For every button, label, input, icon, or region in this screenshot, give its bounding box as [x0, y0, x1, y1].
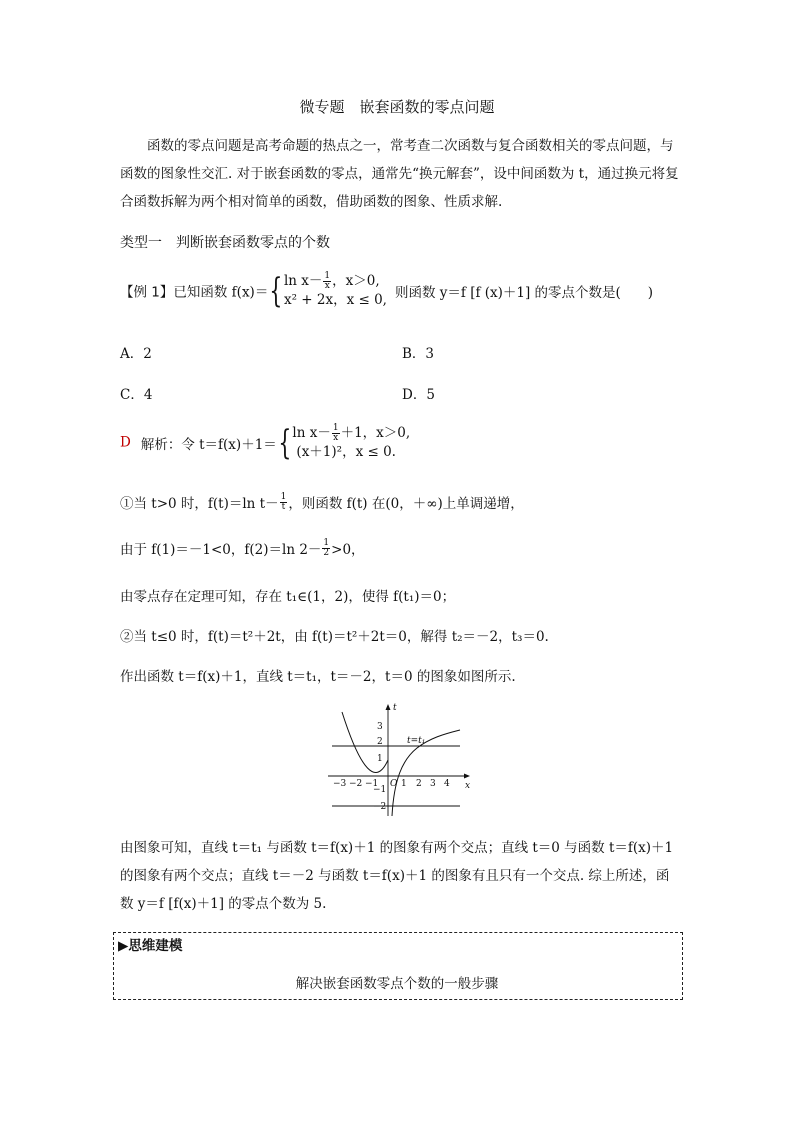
x-tick: 2 — [416, 779, 422, 789]
case2-text: (x＋1)²，x ≤ 0. — [296, 444, 396, 460]
y-tick: −1 — [373, 785, 387, 795]
line-label: t=t₁ — [407, 736, 426, 746]
t-axis-label: t — [393, 703, 397, 713]
example-1 — [120, 272, 653, 309]
fraction: $\frac{1}{x}$ — [324, 271, 331, 291]
option-d[interactable]: D．5 — [402, 387, 435, 403]
x-tick: −3 — [333, 779, 347, 789]
case1-text: ln x－ — [292, 425, 331, 441]
solution-line-2 — [120, 538, 365, 558]
line1-end: ，则函数 f(t) 在(0，＋∞)上单调递增， — [288, 496, 524, 512]
example-lead: 已知函数 f(x)＝ — [173, 284, 269, 301]
x-tick: 3 — [430, 779, 436, 789]
x-tick: 1 — [401, 779, 407, 789]
piecewise-cases — [284, 272, 387, 309]
solution-line-5: 作出函数 t＝f(x)＋1，直线 t＝t₁，t＝－2，t＝0 的图象如图所示. — [120, 669, 516, 685]
case2-text: x² + 2x，x ≤ 0, — [283, 292, 387, 308]
y-tick: 3 — [377, 722, 383, 732]
line1-start: ①当 t>0 时，f(t)＝ln t－ — [120, 496, 279, 512]
solution-head — [120, 424, 410, 461]
case1-text: ln x－ — [283, 273, 323, 289]
y-tick: 1 — [377, 754, 383, 764]
case1-cond: ＋1，x＞0, — [340, 425, 411, 441]
fraction: $\frac{1}{t}$ — [280, 491, 287, 512]
example-tail: 则函数 y＝f [f (x)＋1] 的零点个数是( ) — [394, 284, 654, 301]
answer-letter: D — [120, 434, 131, 451]
line2-end: >0， — [331, 542, 365, 558]
log-curve — [392, 730, 460, 816]
x-axis-label: x — [465, 781, 471, 791]
x-tick: 4 — [444, 779, 450, 789]
x-tick: −1 — [365, 779, 379, 789]
case1-cond: ，x＞0, — [332, 273, 380, 289]
example-tag: 【例 1】 — [120, 284, 174, 301]
line2-start: 由于 f(1)＝－1<0，f(2)＝ln 2－ — [120, 542, 322, 558]
page-title: 微专题 嵌套函数的零点问题 — [299, 98, 495, 116]
t-arrow-icon — [386, 704, 391, 710]
x-arrow-icon — [464, 774, 470, 779]
solution-line-3: 由零点存在定理可知，存在 t₁∈(1，2)，使得 f(t₁)＝0； — [120, 589, 456, 605]
brace-icon: { — [269, 270, 283, 311]
option-c[interactable]: C．4 — [120, 387, 153, 403]
function-graph — [322, 700, 472, 818]
solution-line-4: ②当 t≤0 时，f(t)＝t²＋2t，由 f(t)＝t²＋2t＝0，解得 t₂＝－2，t₃＝0. — [120, 629, 549, 645]
piecewise-cases — [292, 424, 410, 461]
box-text: 解决嵌套函数零点个数的一般步骤 — [295, 976, 499, 992]
y-tick: 2 — [377, 737, 383, 747]
option-a[interactable]: A．2 — [120, 346, 152, 362]
solution-lead: 解析：令 t＝f(x)＋1＝ — [140, 436, 277, 453]
intro-paragraph: 函数的零点问题是高考命题的热点之一，常考查二次函数与复合函数相关的零点问题，与函数的图象性交汇. 对于嵌套函数的零点，通常先“换元解套”，设中间函数为 t，通过换元将复合函数拆解为两个相对简单的函数，借助函数的图象、性质求解. — [120, 138, 679, 210]
y-tick: −2 — [373, 802, 387, 812]
solution-line-1 — [120, 492, 524, 512]
box-heading: ▶思维建模 — [118, 938, 183, 954]
option-b[interactable]: B．3 — [402, 346, 435, 362]
fraction: $\frac{1}{2}$ — [323, 537, 330, 558]
conclusion-paragraph: 由图象可知，直线 t＝t₁ 与函数 t＝f(x)＋1 的图象有两个交点；直线 t＝0 与函数 t＝f(x)＋1 的图象有两个交点；直线 t＝－2 与函数 t＝f(x)＋1 的图象有且只有一个交点. 综上所述，函数 y＝f [f(x)＋1] 的零点个数为 5. — [120, 840, 674, 912]
fraction: $\frac{1}{x}$ — [332, 423, 339, 443]
origin-label: O — [390, 779, 398, 789]
section-heading: 类型一 判断嵌套函数零点的个数 — [120, 235, 330, 251]
x-tick: −2 — [349, 779, 363, 789]
brace-icon: { — [278, 422, 292, 463]
